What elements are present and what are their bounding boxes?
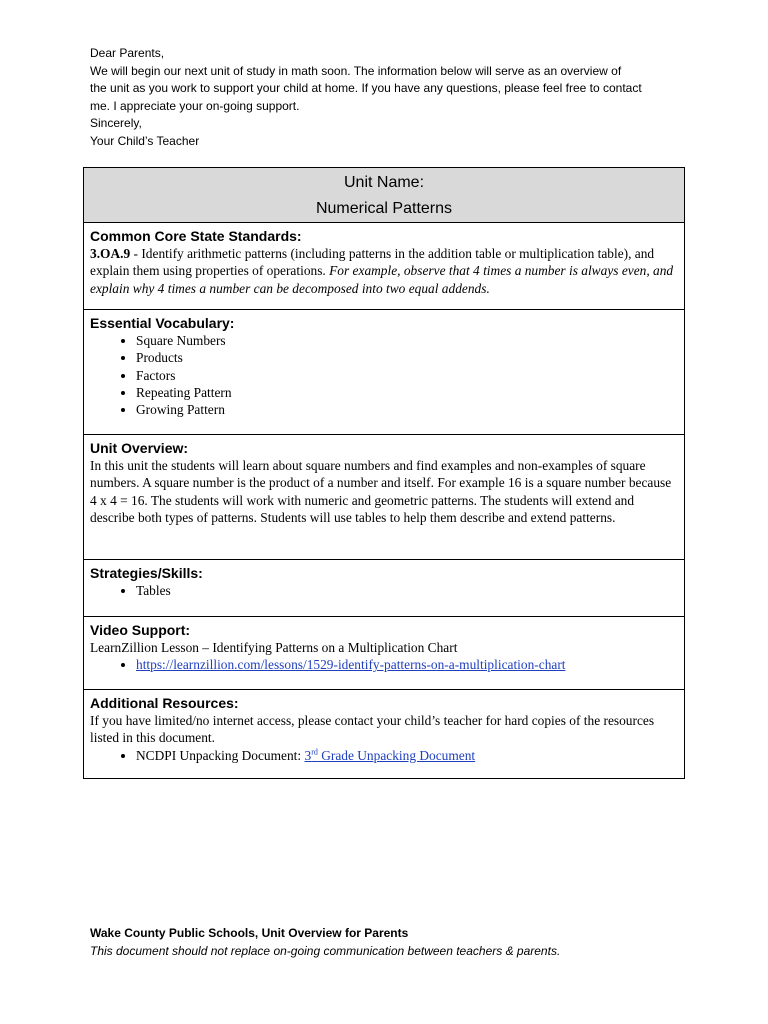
video-lesson: LearnZillion Lesson – Identifying Patterns on a Multiplication Chart xyxy=(90,640,458,655)
resources-section xyxy=(84,690,685,779)
list-item: • Tables xyxy=(136,582,678,599)
standard-code: 3.OA.9 xyxy=(90,246,131,261)
unit-header-cell xyxy=(84,168,685,223)
strategies-list xyxy=(90,582,678,599)
vocabulary-list xyxy=(90,332,678,418)
standard-example: For example, observe that 4 times a number is always even, and explain why 4 times a number can be decomposed into two equal addends. xyxy=(90,263,674,296)
letter-greeting: Dear Parents, xyxy=(90,46,165,60)
video-list xyxy=(90,656,678,673)
letter-signature: Your Child’s Teacher xyxy=(90,133,200,148)
link-superscript: rd xyxy=(311,747,318,757)
resources-list xyxy=(90,747,678,764)
resource-prefix: NCDPI Unpacking Document: xyxy=(136,747,305,763)
letter-closing: Sincerely, xyxy=(90,116,142,131)
letter-line: me. I appreciate your on-going support. xyxy=(90,98,300,113)
list-item: • Square Numbers xyxy=(136,332,678,349)
resources-text: If you have limited/no internet access, please contact your child’s teacher for hard copies of the resources listed in this document. xyxy=(90,713,655,746)
list-item: • Products xyxy=(136,349,678,366)
link-number: 3 xyxy=(304,747,312,763)
standard-text: - Identify arithmetic patterns (including patterns in the addition table or multiplication table), and explain them using properties of operations. xyxy=(90,246,655,279)
letter-line: We will begin our next unit of study in math soon. The information below will serve as an overview of xyxy=(90,63,622,78)
video-title: Video Support: xyxy=(90,622,191,638)
overview-text: In this unit the students will learn about square numbers and find examples and non-examples of square numbers. A square number is the product of a number and itself. For example 16 is a square number because 4 x 4 = 16. The students will work with numeric and geometric patterns. The students will extend and describe both types of patterns. Students will use tables to help them describe and extend patterns. xyxy=(90,458,672,525)
link-text: Grade Unpacking Document xyxy=(317,747,476,763)
unit-overview-table xyxy=(83,167,685,779)
standards-title: Common Core State Standards: xyxy=(90,228,302,244)
unit-name-label: Unit Name: xyxy=(343,174,425,191)
list-item: • Growing Pattern xyxy=(136,401,678,418)
video-link[interactable]: https://learnzillion.com/lessons/1529-identify-patterns-on-a-multiplication-chart xyxy=(136,657,566,673)
list-item xyxy=(136,656,678,673)
vocabulary-section xyxy=(84,310,685,435)
vocabulary-title: Essential Vocabulary: xyxy=(90,315,235,331)
overview-title: Unit Overview: xyxy=(90,440,189,456)
video-section xyxy=(84,617,685,690)
footer-title: Wake County Public Schools, Unit Overview for Parents xyxy=(90,926,409,940)
parent-letter xyxy=(90,45,690,151)
standards-section xyxy=(84,223,685,310)
strategies-section xyxy=(84,560,685,617)
unpacking-document-link[interactable] xyxy=(304,748,475,763)
letter-line: the unit as you work to support your child at home. If you have any questions, please feel free to contact xyxy=(90,81,642,96)
standards-body xyxy=(90,245,678,297)
strategies-title: Strategies/Skills: xyxy=(90,565,203,581)
resources-title: Additional Resources: xyxy=(90,695,239,711)
unit-name: Numerical Patterns xyxy=(315,200,453,217)
list-item: • Factors xyxy=(136,367,678,384)
footer-note: This document should not replace on-going communication between teachers & parents. xyxy=(90,943,561,958)
list-item xyxy=(136,747,678,764)
overview-section xyxy=(84,435,685,560)
page-footer xyxy=(90,925,710,960)
list-item: • Repeating Pattern xyxy=(136,384,678,401)
